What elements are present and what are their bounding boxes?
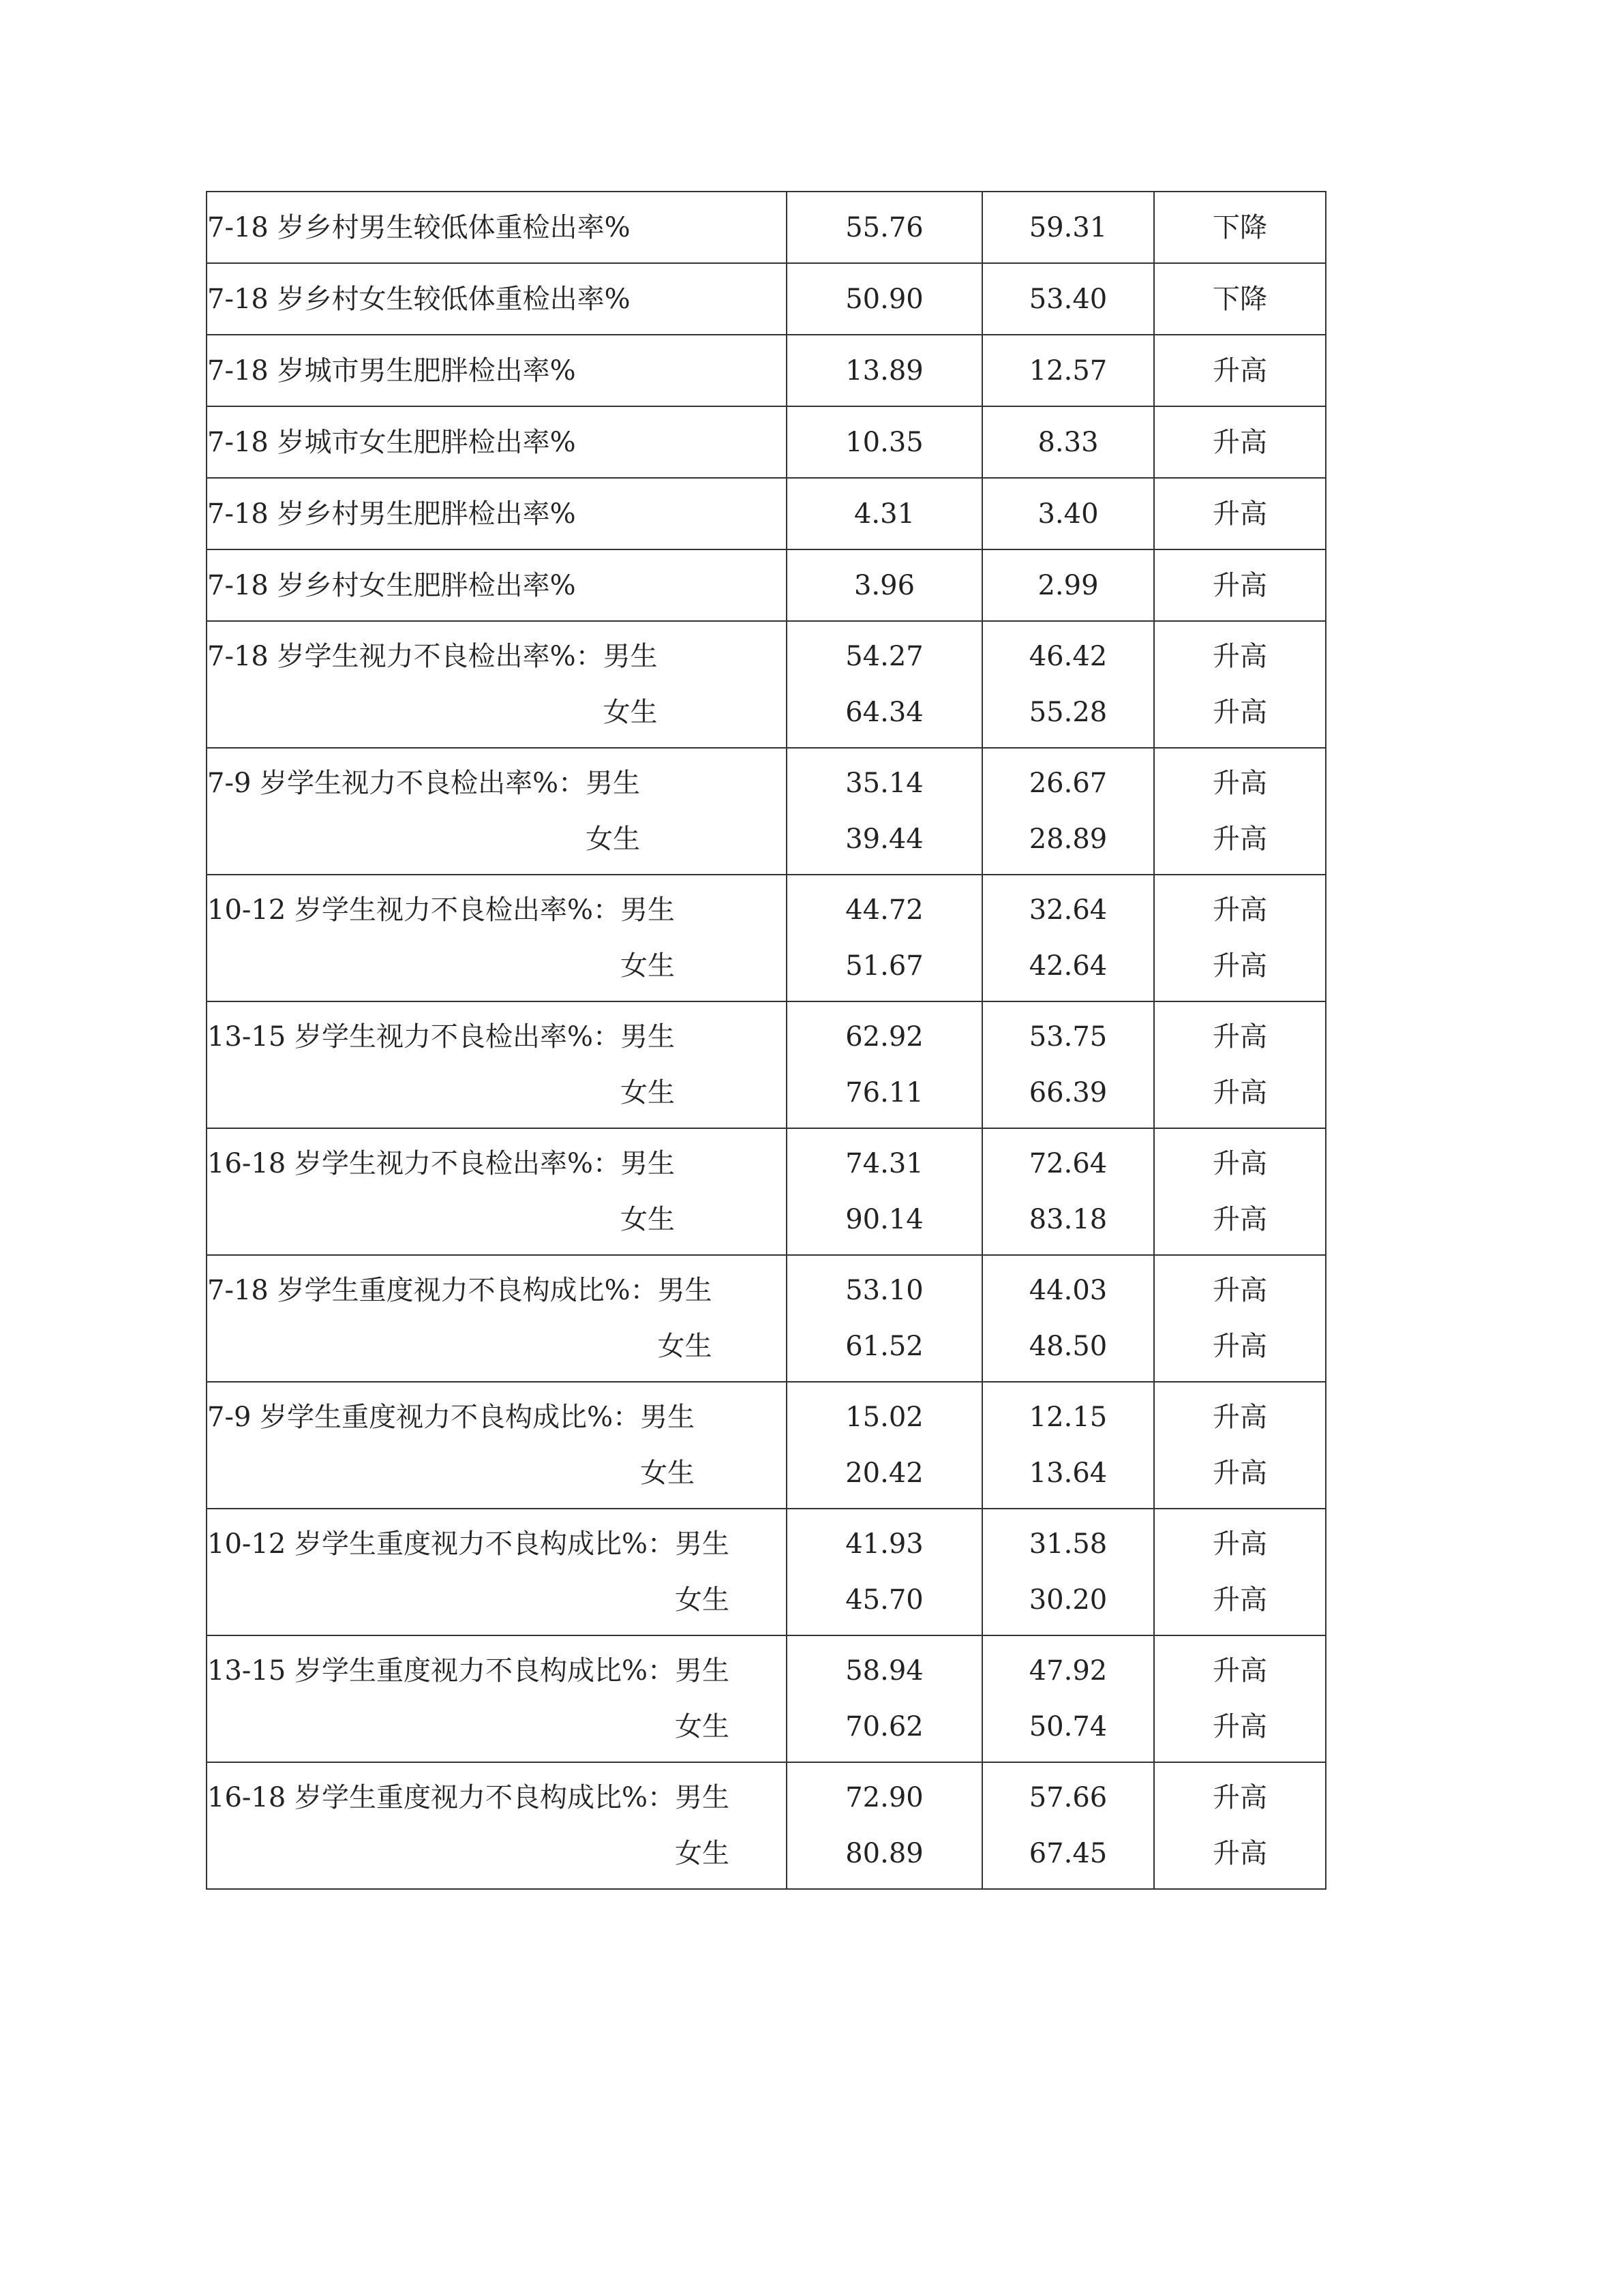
value-2: 26.67	[1029, 768, 1108, 799]
value-1-cell	[787, 335, 982, 406]
value-2-cell	[982, 478, 1154, 549]
value-1-cell	[787, 748, 982, 875]
table-row	[207, 1509, 1326, 1635]
trend: 升高	[1213, 1655, 1267, 1687]
table-row	[207, 1635, 1326, 1762]
value-2: 50.74	[1029, 1711, 1108, 1742]
value-1-cell	[787, 1635, 982, 1762]
trend-cell	[1154, 1382, 1326, 1509]
trend: 升高	[1213, 1331, 1267, 1362]
value-2-cell	[982, 621, 1154, 748]
value-1: 44.72	[845, 894, 924, 926]
value-1-cell	[787, 406, 982, 478]
trend: 升高	[1213, 569, 1267, 601]
value-2: 66.39	[1029, 1077, 1108, 1108]
row-label-cell	[207, 478, 787, 549]
trend: 升高	[1213, 768, 1267, 799]
row-label-cell	[207, 875, 787, 1001]
trend: 升高	[1213, 1457, 1267, 1489]
value-2: 67.45	[1029, 1838, 1108, 1869]
value-1: 55.76	[845, 211, 924, 243]
value-1-cell	[787, 549, 982, 621]
value-1: 39.44	[845, 824, 924, 855]
value-2-cell	[982, 1762, 1154, 1889]
trend: 升高	[1213, 1148, 1267, 1179]
value-1-cell	[787, 1255, 982, 1382]
value-1: 4.31	[853, 498, 915, 530]
row-label-cell	[207, 192, 787, 263]
row-sub-label: 女生	[620, 950, 676, 982]
trend-cell	[1154, 875, 1326, 1001]
row-label: 7-18 岁城市女生肥胖检出率%	[207, 426, 576, 458]
trend-cell	[1154, 335, 1326, 406]
value-1-cell	[787, 875, 982, 1001]
value-2: 72.64	[1029, 1148, 1108, 1179]
value-1: 58.94	[845, 1655, 924, 1687]
table-row	[207, 1255, 1326, 1382]
value-1-cell	[787, 1382, 982, 1509]
trend-cell	[1154, 192, 1326, 263]
trend: 升高	[1213, 1204, 1267, 1235]
row-label-cell	[207, 748, 787, 875]
row-label: 7-18 岁城市男生肥胖检出率%	[207, 354, 576, 387]
trend: 升高	[1213, 426, 1267, 458]
row-label: 7-18 岁乡村男生肥胖检出率%	[207, 498, 576, 530]
value-2: 31.58	[1029, 1528, 1108, 1560]
value-1-cell	[787, 1509, 982, 1635]
value-1-cell	[787, 1001, 982, 1128]
table-row	[207, 1382, 1326, 1509]
value-2: 12.15	[1029, 1402, 1108, 1433]
row-label-cell	[207, 1509, 787, 1635]
value-1-cell	[787, 1762, 982, 1889]
value-2: 59.31	[1029, 211, 1108, 243]
value-1: 50.90	[845, 283, 924, 315]
row-sub-label: 女生	[620, 1204, 676, 1235]
value-1: 13.89	[845, 354, 924, 387]
trend: 升高	[1213, 1275, 1267, 1306]
value-1: 10.35	[845, 426, 924, 458]
value-2-cell	[982, 263, 1154, 335]
row-sub-label: 女生	[675, 1584, 730, 1616]
row-sub-label: 女生	[640, 1457, 695, 1489]
trend: 升高	[1213, 1077, 1267, 1108]
value-2: 2.99	[1037, 569, 1099, 601]
row-label-cell	[207, 621, 787, 748]
value-1: 45.70	[845, 1584, 924, 1616]
value-1: 41.93	[845, 1528, 924, 1560]
statistics-table	[206, 191, 1326, 1890]
row-label-cell	[207, 1762, 787, 1889]
table-body	[207, 192, 1326, 1889]
trend: 升高	[1213, 950, 1267, 982]
trend-cell	[1154, 1255, 1326, 1382]
trend-cell	[1154, 1762, 1326, 1889]
value-2: 44.03	[1029, 1275, 1108, 1306]
table-row	[207, 875, 1326, 1001]
row-sub-label: 女生	[620, 1077, 676, 1108]
trend: 升高	[1213, 1528, 1267, 1560]
value-1: 80.89	[845, 1838, 924, 1869]
row-sub-label: 女生	[603, 697, 658, 728]
value-2-cell	[982, 406, 1154, 478]
row-label-cell	[207, 406, 787, 478]
value-2: 13.64	[1029, 1457, 1108, 1489]
row-label-cell	[207, 1001, 787, 1128]
table-row	[207, 192, 1326, 263]
row-label-cell	[207, 549, 787, 621]
trend-cell	[1154, 263, 1326, 335]
row-label: 7-18 岁学生视力不良检出率%：男生	[207, 641, 658, 672]
trend: 升高	[1213, 498, 1267, 530]
value-1: 90.14	[845, 1204, 924, 1235]
value-2: 46.42	[1029, 641, 1108, 672]
value-2-cell	[982, 748, 1154, 875]
value-1: 76.11	[845, 1077, 924, 1108]
trend-cell	[1154, 621, 1326, 748]
trend: 升高	[1213, 1021, 1267, 1053]
trend-cell	[1154, 406, 1326, 478]
trend-cell	[1154, 1509, 1326, 1635]
row-sub-label: 女生	[675, 1711, 730, 1742]
table-row	[207, 1762, 1326, 1889]
value-1: 72.90	[845, 1782, 924, 1813]
table-row	[207, 549, 1326, 621]
value-2: 8.33	[1037, 426, 1099, 458]
value-1-cell	[787, 478, 982, 549]
row-label-cell	[207, 335, 787, 406]
row-label: 16-18 岁学生重度视力不良构成比%：男生	[207, 1782, 730, 1813]
value-2: 42.64	[1029, 950, 1108, 982]
trend: 下降	[1213, 211, 1267, 243]
value-2: 57.66	[1029, 1782, 1108, 1813]
value-2-cell	[982, 192, 1154, 263]
table-row	[207, 748, 1326, 875]
value-1: 15.02	[845, 1402, 924, 1433]
value-1: 64.34	[845, 697, 924, 728]
row-label: 16-18 岁学生视力不良检出率%：男生	[207, 1148, 676, 1179]
value-2: 53.40	[1029, 283, 1108, 315]
value-2: 55.28	[1029, 697, 1108, 728]
trend-cell	[1154, 478, 1326, 549]
value-1: 54.27	[845, 641, 924, 672]
value-2-cell	[982, 549, 1154, 621]
table-row	[207, 335, 1326, 406]
value-1: 70.62	[845, 1711, 924, 1742]
value-2-cell	[982, 1509, 1154, 1635]
value-2: 47.92	[1029, 1655, 1108, 1687]
value-2-cell	[982, 1255, 1154, 1382]
trend-cell	[1154, 1001, 1326, 1128]
value-2-cell	[982, 1382, 1154, 1509]
row-label-cell	[207, 263, 787, 335]
row-sub-label: 女生	[675, 1838, 730, 1869]
value-2-cell	[982, 1128, 1154, 1255]
table-row	[207, 478, 1326, 549]
value-2-cell	[982, 1635, 1154, 1762]
trend: 升高	[1213, 1782, 1267, 1813]
row-label: 7-18 岁乡村女生肥胖检出率%	[207, 569, 576, 601]
trend-cell	[1154, 1635, 1326, 1762]
value-2: 12.57	[1029, 354, 1108, 387]
value-2-cell	[982, 335, 1154, 406]
trend: 升高	[1213, 1838, 1267, 1869]
table-row	[207, 406, 1326, 478]
trend-cell	[1154, 748, 1326, 875]
value-1-cell	[787, 192, 982, 263]
value-1: 51.67	[845, 950, 924, 982]
row-label: 7-18 岁学生重度视力不良构成比%：男生	[207, 1275, 712, 1306]
value-1: 53.10	[845, 1275, 924, 1306]
value-1-cell	[787, 621, 982, 748]
value-1: 74.31	[845, 1148, 924, 1179]
value-1-cell	[787, 263, 982, 335]
row-sub-label: 女生	[657, 1331, 712, 1362]
row-label-cell	[207, 1128, 787, 1255]
table-row	[207, 1128, 1326, 1255]
row-label: 13-15 岁学生重度视力不良构成比%：男生	[207, 1655, 730, 1687]
value-2: 3.40	[1037, 498, 1099, 530]
row-label: 7-18 岁乡村男生较低体重检出率%	[207, 211, 631, 243]
row-label: 7-9 岁学生重度视力不良构成比%：男生	[207, 1402, 695, 1433]
trend: 下降	[1213, 283, 1267, 315]
row-label: 13-15 岁学生视力不良检出率%：男生	[207, 1021, 676, 1053]
trend: 升高	[1213, 354, 1267, 387]
value-1: 35.14	[845, 768, 924, 799]
trend-cell	[1154, 549, 1326, 621]
table-row	[207, 1001, 1326, 1128]
value-2: 48.50	[1029, 1331, 1108, 1362]
row-label: 10-12 岁学生视力不良检出率%：男生	[207, 894, 676, 926]
row-label: 7-9 岁学生视力不良检出率%：男生	[207, 768, 641, 799]
trend: 升高	[1213, 1402, 1267, 1433]
trend: 升高	[1213, 894, 1267, 926]
value-2-cell	[982, 1001, 1154, 1128]
trend: 升高	[1213, 697, 1267, 728]
value-2: 30.20	[1029, 1584, 1108, 1616]
row-label: 10-12 岁学生重度视力不良构成比%：男生	[207, 1528, 730, 1560]
trend: 升高	[1213, 1584, 1267, 1616]
trend: 升高	[1213, 824, 1267, 855]
trend: 升高	[1213, 641, 1267, 672]
trend: 升高	[1213, 1711, 1267, 1742]
trend-cell	[1154, 1128, 1326, 1255]
value-2: 53.75	[1029, 1021, 1108, 1053]
value-1: 3.96	[853, 569, 915, 601]
value-1: 20.42	[845, 1457, 924, 1489]
table-row	[207, 621, 1326, 748]
table-row	[207, 263, 1326, 335]
value-2-cell	[982, 875, 1154, 1001]
value-1: 62.92	[845, 1021, 924, 1053]
value-2: 28.89	[1029, 824, 1108, 855]
row-sub-label: 女生	[586, 824, 641, 855]
value-1-cell	[787, 1128, 982, 1255]
value-2: 32.64	[1029, 894, 1108, 926]
value-2: 83.18	[1029, 1204, 1108, 1235]
row-label-cell	[207, 1255, 787, 1382]
row-label-cell	[207, 1382, 787, 1509]
value-1: 61.52	[845, 1331, 924, 1362]
row-label-cell	[207, 1635, 787, 1762]
row-label: 7-18 岁乡村女生较低体重检出率%	[207, 283, 631, 315]
